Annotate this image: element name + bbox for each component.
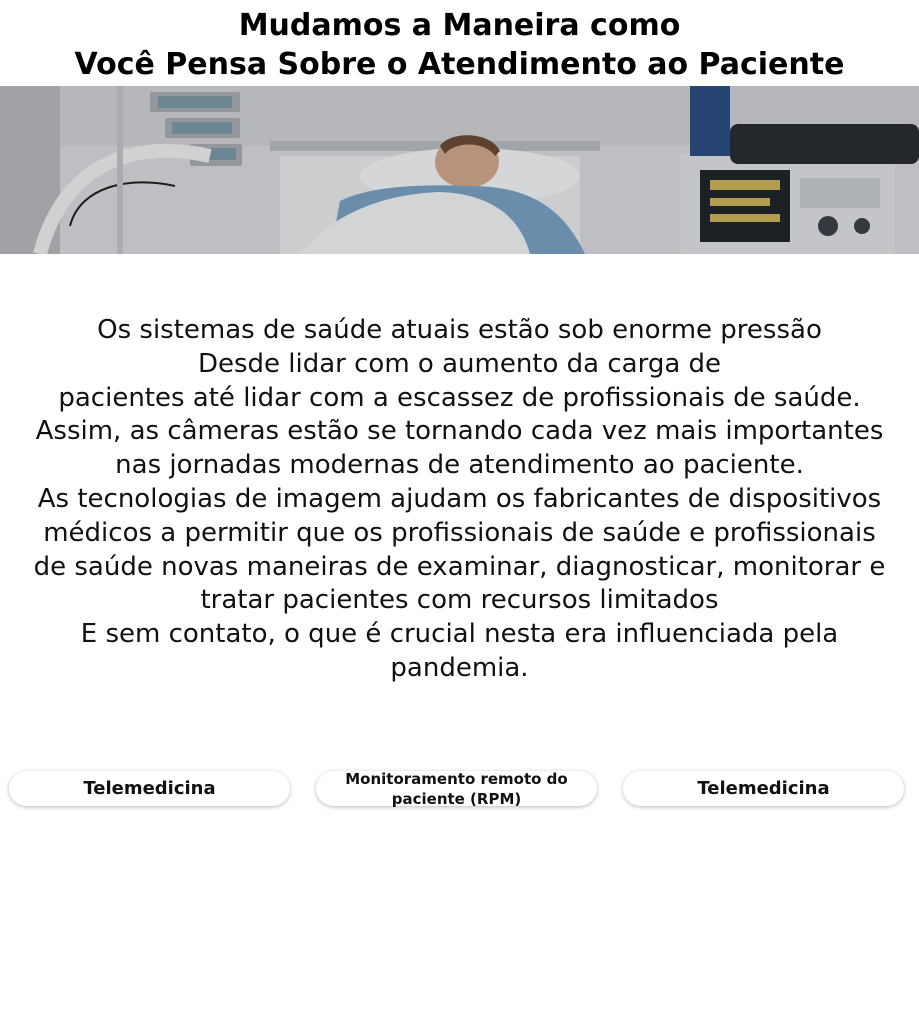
- hero-image: [0, 86, 919, 254]
- intro-line: Os sistemas de saúde atuais estão sob enorme pressão: [97, 315, 822, 345]
- intro-paragraph: [0, 314, 919, 686]
- intro-line: Desde lidar com o aumento da carga de: [197, 348, 722, 379]
- telemedicine-button-2[interactable]: Telemedicina: [623, 771, 904, 806]
- page-title: [0, 6, 919, 84]
- intro-line: E sem contato, o que é crucial nesta era influenciada pela: [80, 619, 839, 650]
- intro-line: As tecnologias de imagem ajudam os fabricantes de dispositivos: [37, 483, 882, 514]
- page-title-line-1: Mudamos a Maneira como: [238, 8, 681, 43]
- intro-line: tratar pacientes com recursos limitados: [200, 585, 719, 616]
- intro-line: Assim, as câmeras estão se tornando cada vez mais importantes: [35, 416, 884, 447]
- intro-line: pacientes até lidar com a escassez de profissionais de saúde.: [58, 382, 861, 413]
- intro-line: pandemia.: [390, 652, 529, 683]
- page-title-line-2: Você Pensa Sobre o Atendimento ao Paciente: [74, 47, 845, 82]
- intro-line: de saúde novas maneiras de examinar, diagnosticar, monitorar e: [33, 551, 886, 582]
- telemedicine-button[interactable]: Telemedicina: [9, 771, 290, 806]
- intro-line: médicos a permitir que os profissionais de saúde e profissionais: [43, 517, 876, 548]
- intro-line: nas jornadas modernas de atendimento ao paciente.: [115, 450, 804, 481]
- remote-patient-monitoring-button[interactable]: Monitoramento remoto do paciente (RPM): [316, 771, 597, 806]
